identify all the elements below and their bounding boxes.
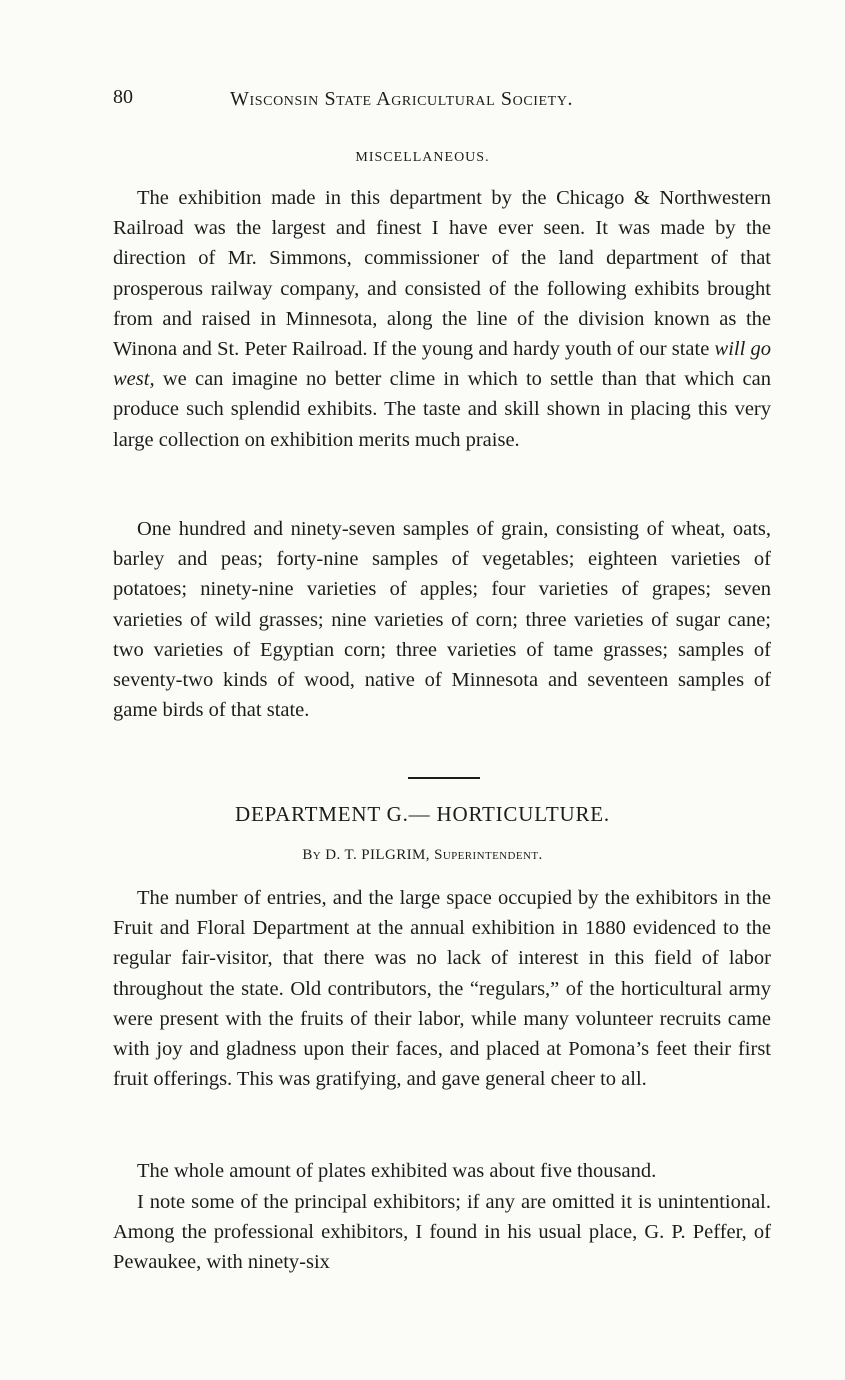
section-divider — [408, 777, 480, 779]
page-header — [113, 86, 673, 116]
paragraph-entries: The number of entries, and the large space occupied by the exhibitors in the Fruit and Floral Department at the annual exhibition in 1880 evidenced to the regular fair-visitor, that there was no lack of interest in this field of labor throughout the state. Old contributors, the “regulars,” of the horticultural army were present with the fruits of their labor, while many volunteer recruits came with joy and gladness upon their faces, and placed at Pomona’s feet their first fruit offerings. This was gratifying, and gave general cheer to all. — [113, 887, 771, 1091]
byline-prefix: By — [302, 847, 322, 863]
paragraph-exhibitors: I note some of the principal exhibitors; if any are omitted it is unintentional. Among the professional exhibitors, I found in his usual place, G. P. Peffer, of Pewaukee, with ninety-six — [113, 1191, 771, 1274]
paragraph-text: we can imagine no better clime in which to settle than that which can produce such splendid exhibits. The taste and skill shown in placing this very large collection on exhibition merits much praise. — [113, 368, 771, 451]
paragraph-exhibition — [113, 183, 771, 455]
paragraph-samples: One hundred and ninety-seven samples of grain, consisting of wheat, oats, barley and peas; forty-nine samples of vegetables; eighteen varieties of potatoes; ninety-nine varieties of apples; four varieties of grapes; seven varieties of wild grasses; nine varieties of corn; three varieties of sugar cane; two varieties of Egyptian corn; three varieties of tame grasses; samples of seventy-two kinds of wood, native of Minnesota and seventeen samples of game birds of that state. — [113, 518, 771, 722]
page-number: 80 — [113, 86, 133, 108]
byline-name: D. T. PILGRIM, — [325, 847, 430, 863]
byline — [0, 847, 845, 864]
byline-title: Superintendent. — [434, 847, 543, 863]
department-heading: DEPARTMENT G.— HORTICULTURE. — [235, 802, 610, 826]
italic-phrase: will go west, — [113, 338, 771, 391]
paragraph-plates: The whole amount of plates exhibited was about five thousand. — [137, 1160, 657, 1182]
section-heading-miscellaneous: MISCELLANEOUS. — [355, 150, 490, 165]
running-title: Wisconsin State Agricultural Society. — [230, 88, 574, 110]
paragraph-text: The exhibition made in this department by the Chicago & Northwestern Railroad was the largest and finest I have ever seen. It was made by the direction of Mr. Simmons, commissioner of the land department of that prosperous railway company, and consisted of the following exhibits brought from and raised in Minnesota, along the line of the division known as the Winona and St. Peter Railroad. If the young and hardy youth of our state — [113, 187, 771, 361]
